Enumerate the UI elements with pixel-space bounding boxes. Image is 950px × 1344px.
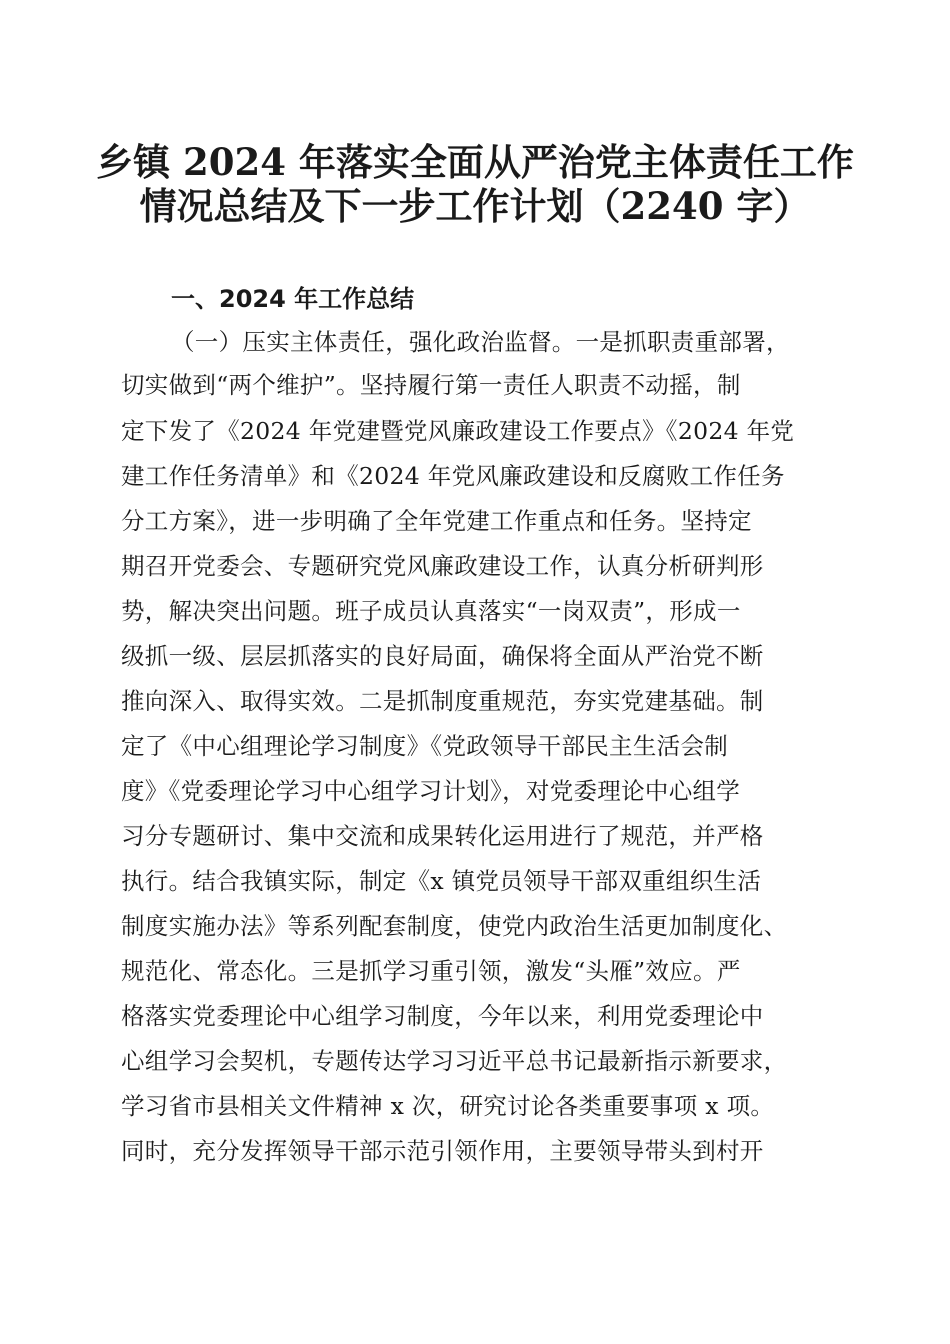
- body-line: 度》《党委理论学习中心组学习计划》，对党委理论中心组学: [121, 777, 741, 805]
- body-line: 分工方案》，进一步明确了全年党建工作重点和任务。坚持定: [121, 507, 752, 535]
- body-line: 格落实党委理论中心组学习制度，今年以来，利用党委理论中: [121, 1002, 764, 1030]
- body-line: 定了《中心组理论学习制度》《党政领导干部民主生活会制: [121, 732, 729, 760]
- body-line: 执行。结合我镇实际，制定《x 镇党员领导干部双重组织生活: [121, 867, 762, 895]
- body-line: 切实做到“两个维护”。坚持履行第一责任人职责不动摇，制: [121, 371, 741, 399]
- document-title-line-1: 乡镇 2024 年落实全面从严治党主体责任工作: [96, 140, 854, 184]
- body-line: 级抓一级、层层抓落实的良好局面，确保将全面从严治党不断: [121, 642, 764, 670]
- body-line: （一）压实主体责任，强化政治监督。一是抓职责重部署，: [171, 328, 790, 356]
- body-line: 期召开党委会、专题研究党风廉政建设工作，认真分析研判形: [121, 552, 764, 580]
- body-line: 势，解决突出问题。班子成员认真落实“一岗双责”，形成一: [121, 597, 741, 625]
- body-line: 学习省市县相关文件精神 x 次，研究讨论各类重要事项 x 项。: [121, 1092, 775, 1120]
- body-line: 制度实施办法》等系列配套制度，使党内政治生活更加制度化、: [121, 912, 788, 940]
- body-line: 推向深入、取得实效。二是抓制度重规范，夯实党建基础。制: [121, 687, 764, 715]
- section-heading: 一、2024 年工作总结: [171, 285, 415, 313]
- body-line: 心组学习会契机，专题传达学习习近平总书记最新指示新要求，: [121, 1047, 788, 1075]
- body-line: 规范化、常态化。三是抓学习重引领，激发“头雁”效应。严: [121, 957, 741, 985]
- body-line: 建工作任务清单》和《2024 年党风廉政建设和反腐败工作任务: [121, 462, 785, 490]
- document-title-line-2: 情况总结及下一步工作计划（2240 字）: [139, 184, 811, 228]
- body-line: 习分专题研讨、集中交流和成果转化运用进行了规范，并严格: [121, 822, 764, 850]
- body-line: 同时，充分发挥领导干部示范引领作用，主要领导带头到村开: [121, 1137, 764, 1165]
- body-line: 定下发了《2024 年党建暨党风廉政建设工作要点》《2024 年党: [121, 417, 795, 445]
